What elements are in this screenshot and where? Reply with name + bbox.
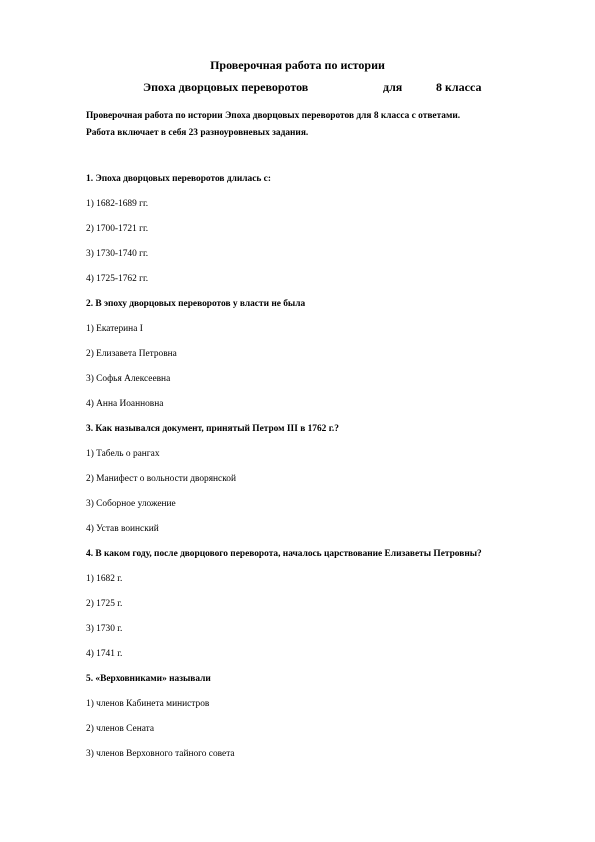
answer-option: 2) 1725 г. <box>86 599 123 609</box>
question-text: 4. В каком году, после дворцового переворота, началось царствование Елизаветы Петровны? <box>86 549 482 559</box>
answer-option: 3) членов Верховного тайного совета <box>86 749 235 759</box>
document-subtitle <box>143 80 503 96</box>
question-text: 3. Как назывался документ, принятый Петром III в 1762 г.? <box>86 424 339 434</box>
answer-option: 1) Екатерина I <box>86 324 143 334</box>
answer-option: 2) Елизавета Петровна <box>86 349 177 359</box>
answer-option: 1) Табель о рангах <box>86 449 160 459</box>
answer-option: 4) Анна Иоанновна <box>86 399 164 409</box>
document-title: Проверочная работа по истории <box>210 58 385 72</box>
intro-paragraph <box>86 108 546 142</box>
question-text: 5. «Верховниками» называли <box>86 674 211 684</box>
answer-option: 1) членов Кабинета министров <box>86 699 210 709</box>
answer-option: 3) 1730-1740 гг. <box>86 249 149 259</box>
subtitle-for: для <box>383 80 403 94</box>
subtitle-topic: Эпоха дворцовых переворотов <box>143 80 309 94</box>
answer-option: 3) 1730 г. <box>86 624 123 634</box>
questions-list <box>86 173 576 773</box>
answer-option: 2) Манифест о вольности дворянской <box>86 474 237 484</box>
question-text: 1. Эпоха дворцовых переворотов длилась с: <box>86 174 271 184</box>
answer-option: 3) Соборное уложение <box>86 499 176 509</box>
answer-option: 1) 1682-1689 гг. <box>86 199 149 209</box>
question-text: 2. В эпоху дворцовых переворотов у власти не была <box>86 299 306 309</box>
answer-option: 4) 1741 г. <box>86 649 123 659</box>
intro-line: Проверочная работа по истории Эпоха дворцовых переворотов для 8 класса с ответами. <box>86 111 461 121</box>
intro-line: Работа включает в себя 23 разноуровневых задания. <box>86 128 309 138</box>
answer-option: 1) 1682 г. <box>86 574 123 584</box>
subtitle-grade: 8 класса <box>436 80 482 94</box>
title-block <box>0 56 595 75</box>
answer-option: 3) Софья Алексеевна <box>86 374 171 384</box>
answer-option: 4) Устав воинский <box>86 524 159 534</box>
answer-option: 2) 1700-1721 гг. <box>86 224 149 234</box>
answer-option: 2) членов Сената <box>86 724 155 734</box>
answer-option: 4) 1725-1762 гг. <box>86 274 149 284</box>
